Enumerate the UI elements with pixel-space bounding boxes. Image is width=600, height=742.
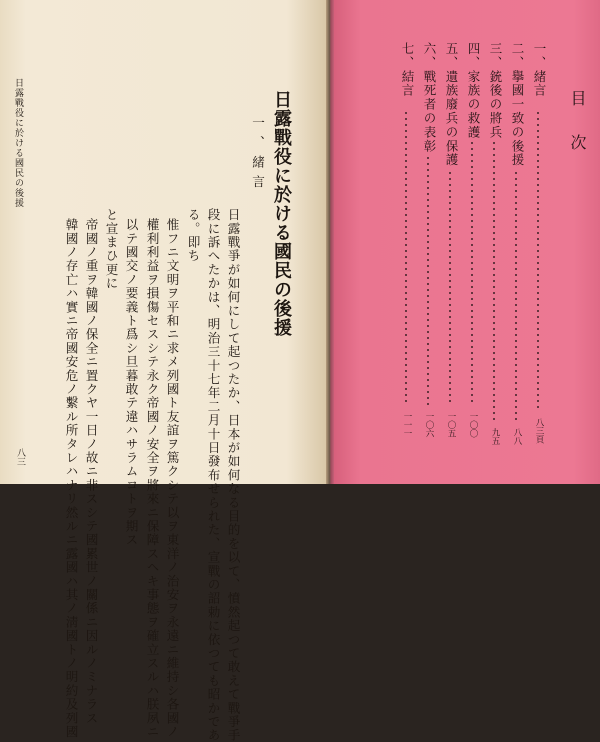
toc-entry-label: 二、擧國一致の後援: [510, 42, 525, 168]
toc-entry-label: 四、家族の救護: [466, 42, 481, 140]
leader-dots: [515, 170, 517, 422]
body-line-5: 權利利益ヲ損傷セスシテ永ク帝國ノ安全ヲ將來ニ保障スヘキ事態ヲ確立スルハ朕夙ニ: [144, 218, 160, 739]
toc-entry-label: 五、遺族廢兵の保護: [444, 42, 459, 168]
page-number: 八三: [15, 448, 25, 466]
leader-dots: [493, 140, 495, 422]
toc-entry-page: 一〇〇: [468, 412, 478, 438]
toc-entry-page: 一一一: [402, 412, 412, 438]
toc-title: 目次: [568, 90, 587, 178]
leader-dots: [427, 155, 429, 406]
body-line-1: 日露戰爭が如何にして起つたか、日本が如何なる目的を以て、憤然起つて敢えて戰爭手: [225, 208, 241, 742]
body-line-6: 以テ國交ノ要義ト爲シ旦暮敢テ違ハサラムコトヲ期ス: [123, 218, 139, 547]
body-line-4: 惟フニ文明ヲ平和ニ求メ列國ト友誼ヲ篤クシテ以ヲ東洋ノ治安ヲ永遠ニ維持シ各國ノ: [164, 218, 180, 739]
body-line-8: 帝國ノ重ヲ韓國ノ保全ニ置クヤ一日ノ故ニ非スシテ國累世ノ關係ニ因ルノミナラス: [83, 218, 99, 725]
body-line-7: と宣まひ更に: [103, 208, 119, 291]
toc-entry-label: 六、戰死者の表彰: [422, 42, 437, 154]
section-heading: 一、緒言: [250, 116, 265, 195]
body-line-3: る。即ち: [185, 208, 201, 263]
body-line-2: 段に訴へたかは、明治三十七年二月十日發布せられた、宣戰の詔勅に依つても昭かであ: [205, 208, 221, 742]
body-line-9: 韓國ノ存亡ハ實ニ帝國安危ノ繫ル所タレハナリ然ルニ露國ハ其ノ淸國トノ明約及列國: [63, 218, 79, 739]
right-page: [334, 0, 600, 484]
leader-dots: [471, 140, 473, 406]
leader-dots: [449, 170, 451, 406]
toc-entry-page: 一〇六: [424, 412, 434, 438]
toc-entry-page: 八八: [512, 428, 522, 445]
leader-dots: [405, 110, 407, 406]
running-head: 日露戰役に於ける國民の後援: [13, 78, 23, 208]
book-gutter: [326, 0, 334, 484]
page-title: 日露戰役に於ける國民の後援: [271, 90, 292, 337]
toc-entry-label: 三、銃後の將兵: [488, 42, 503, 140]
leader-dots: [537, 110, 539, 412]
toc-entry-page: 一〇五: [446, 412, 456, 438]
toc-entry-page: 八三頁: [534, 418, 544, 444]
toc-entry-label: 七、結言: [400, 42, 415, 98]
toc-entry-page: 九五: [490, 428, 500, 445]
toc-entry-label: 一、緒言: [532, 42, 547, 98]
